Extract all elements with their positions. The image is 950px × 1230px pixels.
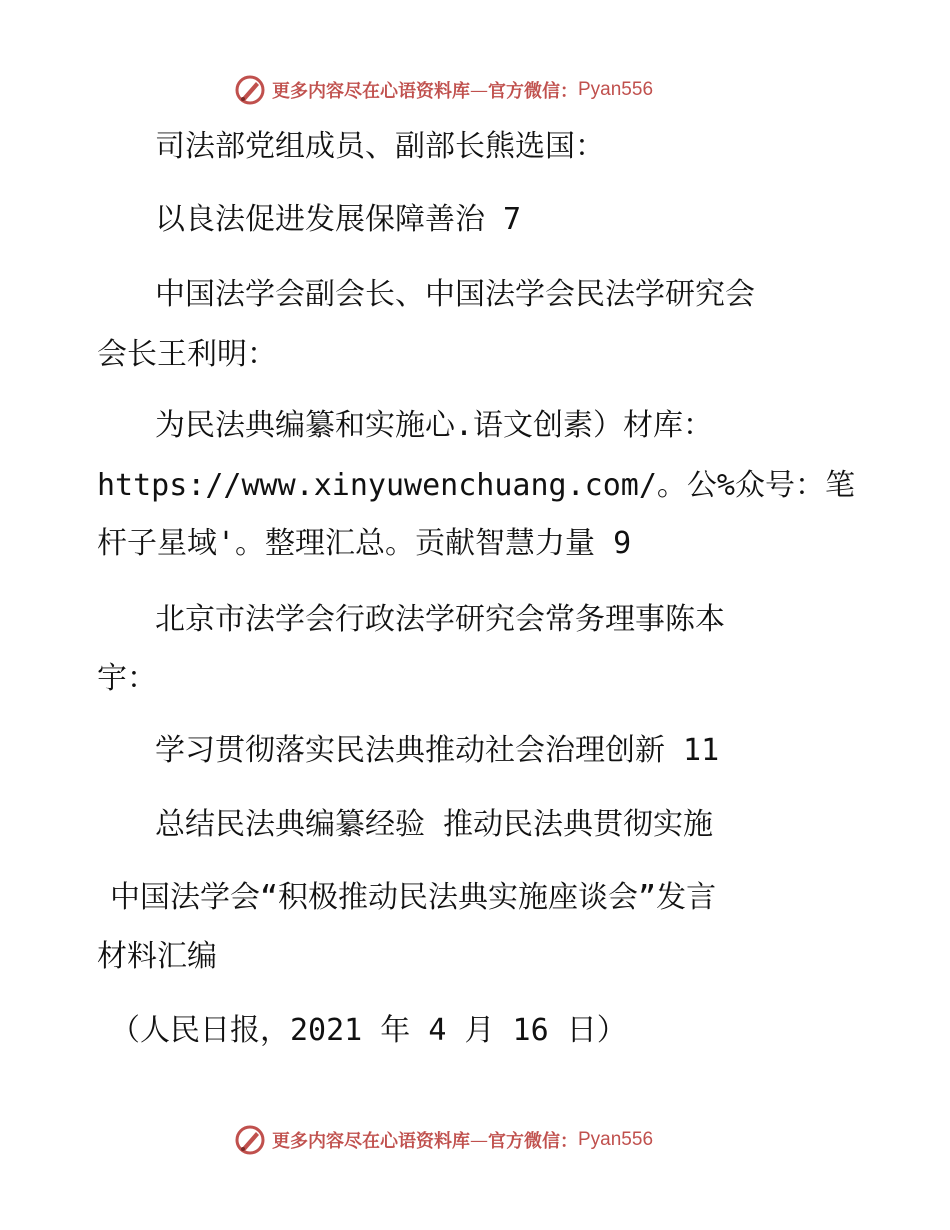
pen-logo-icon bbox=[234, 1124, 266, 1156]
banner-text: 更多内容尽在心语资料库 bbox=[272, 1131, 470, 1152]
banner-wechat-label: 官方微信： bbox=[488, 81, 578, 102]
banner-text: 更多内容尽在心语资料库 bbox=[272, 81, 470, 102]
text-line-6: https://www.xinyuwenchuang.com/。公%众号：笔 bbox=[97, 468, 855, 503]
text-line-4: 会长王利明： bbox=[97, 337, 277, 372]
text-line-13: 材料汇编 bbox=[97, 939, 217, 974]
text-line-10: 学习贯彻落实民法典推动社会治理创新 11 bbox=[155, 733, 720, 768]
text-line-7: 杆子星域'。整理汇总。贡献智慧力量 9 bbox=[97, 526, 632, 561]
text-line-3: 中国法学会副会长、中国法学会民法学研究会 bbox=[155, 277, 755, 312]
pen-logo-icon bbox=[234, 74, 266, 106]
banner-wechat-id: Pyan556 bbox=[578, 79, 654, 100]
banner-wechat-id: Pyan556 bbox=[578, 1129, 654, 1150]
footer-watermark bbox=[234, 1122, 653, 1158]
text-line-14: （人民日报，2021 年 4 月 16 日） bbox=[110, 1013, 627, 1048]
header-watermark bbox=[234, 72, 653, 108]
text-line-1: 司法部党组成员、副部长熊选国： bbox=[155, 129, 605, 164]
text-line-2: 以良法促进发展保障善治 7 bbox=[155, 202, 522, 237]
banner-dash: — bbox=[470, 1129, 488, 1151]
text-line-5: 为民法典编纂和实施心.语文创素）材库： bbox=[155, 408, 714, 443]
text-line-9: 宇： bbox=[97, 661, 157, 696]
text-line-8: 北京市法学会行政法学研究会常务理事陈本 bbox=[155, 602, 725, 637]
text-line-12: 中国法学会“积极推动民法典实施座谈会”发言 bbox=[110, 880, 717, 915]
banner-dash: — bbox=[470, 79, 488, 101]
text-line-11: 总结民法典编纂经验 推动民法典贯彻实施 bbox=[155, 807, 714, 842]
banner-wechat-label: 官方微信： bbox=[488, 1131, 578, 1152]
